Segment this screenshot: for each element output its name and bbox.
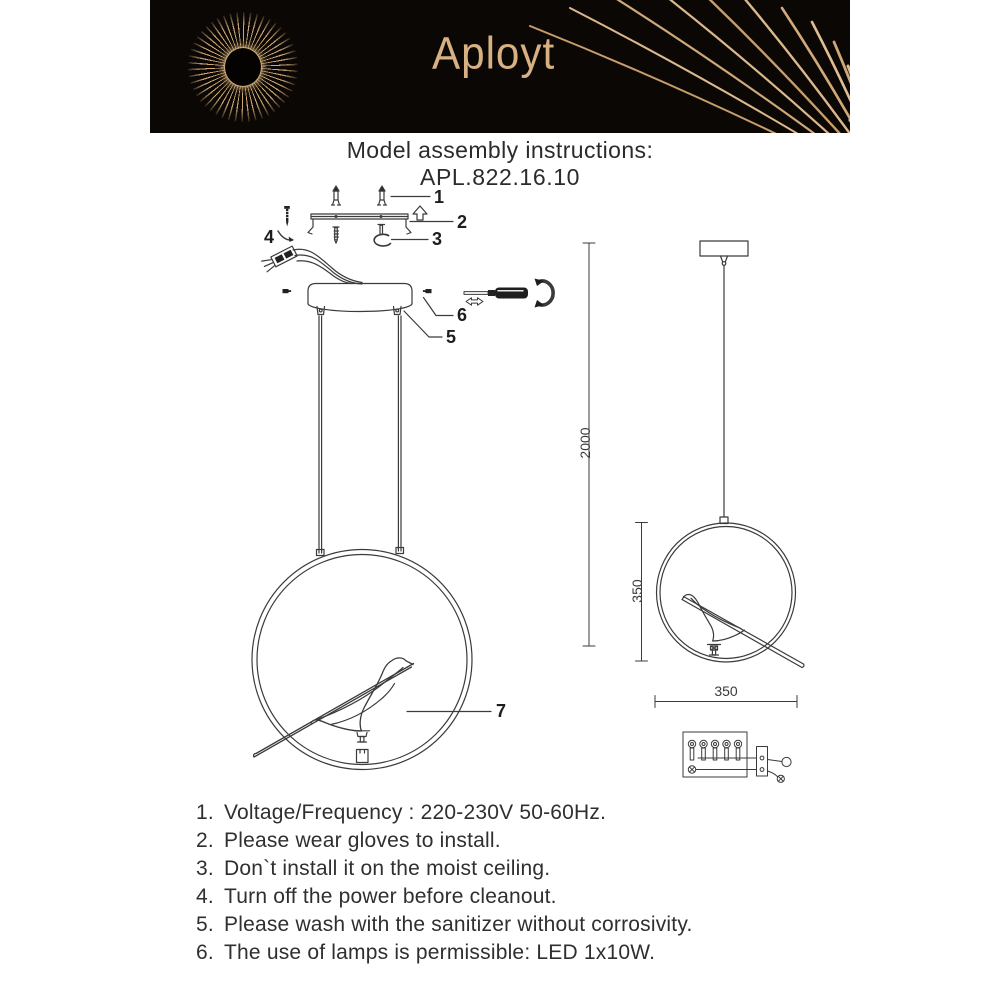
- move-arrow-icon: [466, 298, 483, 305]
- callout-7: 7: [496, 701, 507, 721]
- callout-1: 1: [434, 187, 445, 207]
- instruction-item: [196, 827, 846, 855]
- callout-4: 4: [264, 227, 275, 247]
- instruction-number: 3.: [196, 857, 214, 880]
- rotate-arrow-icon: [535, 279, 554, 308]
- sunburst-logo-icon: [188, 12, 298, 122]
- instruction-item: [196, 939, 846, 967]
- exploded-view: [252, 186, 553, 770]
- instruction-item: [196, 855, 846, 883]
- mounting-bracket-icon: [308, 214, 411, 234]
- instruction-item: [196, 911, 846, 939]
- page-title: Model assembly instructions:: [346, 137, 654, 163]
- instruction-text: Turn off the power before cleanout.: [224, 885, 557, 908]
- up-arrow-icon: [413, 206, 427, 220]
- instruction-item: [196, 883, 846, 911]
- brand-banner: [150, 0, 850, 133]
- instruction-number: 2.: [196, 829, 214, 852]
- suspension-cables: [317, 316, 404, 556]
- callout-6: 6: [457, 305, 468, 325]
- dimension-drop: 2000: [577, 427, 593, 459]
- instruction-number: 1.: [196, 801, 214, 824]
- callout-3: 3: [432, 229, 443, 249]
- instruction-number: 6.: [196, 941, 214, 964]
- screwdriver-icon: [464, 288, 528, 299]
- ceiling-plate-icon: [700, 241, 748, 256]
- bird-ring-pendant-icon: [252, 550, 472, 770]
- callout-5: 5: [446, 327, 457, 347]
- instruction-number: 4.: [196, 885, 214, 908]
- instruction-number: 5.: [196, 913, 214, 936]
- leader-5: [404, 311, 442, 337]
- model-number: APL.822.16.10: [420, 164, 580, 190]
- instruction-text: Please wear gloves to install.: [224, 829, 501, 852]
- terminal-block-icon: [683, 732, 791, 782]
- dimension-lines: [583, 243, 797, 708]
- canopy-icon: [283, 284, 432, 315]
- brand-wordmark: Aployt: [432, 28, 556, 79]
- dimension-ring-height: 350: [629, 579, 645, 603]
- loop-screw-icon: [374, 225, 390, 246]
- screw-icon: [333, 227, 339, 243]
- leader-6: [424, 298, 454, 316]
- instruction-item: [196, 799, 846, 827]
- instruction-text: Don`t install it on the moist ceiling.: [224, 857, 551, 880]
- instruction-text: Please wash with the sanitizer without corrosivity.: [224, 913, 693, 936]
- wire-connector-icon: [262, 206, 362, 284]
- instruction-text: Voltage/Frequency : 220-230V 50-60Hz.: [224, 801, 607, 824]
- dimension-ring-width: 350: [714, 683, 738, 699]
- set-screw-icon: [426, 289, 432, 293]
- set-screw-icon: [283, 289, 289, 293]
- callout-2: 2: [457, 212, 468, 232]
- instruction-text: The use of lamps is permissible: LED 1x10W.: [224, 941, 656, 964]
- sunburst-center-disc: [225, 48, 261, 86]
- instruction-list: [196, 799, 846, 967]
- bird-small: [682, 594, 804, 667]
- dimension-view: [583, 241, 804, 782]
